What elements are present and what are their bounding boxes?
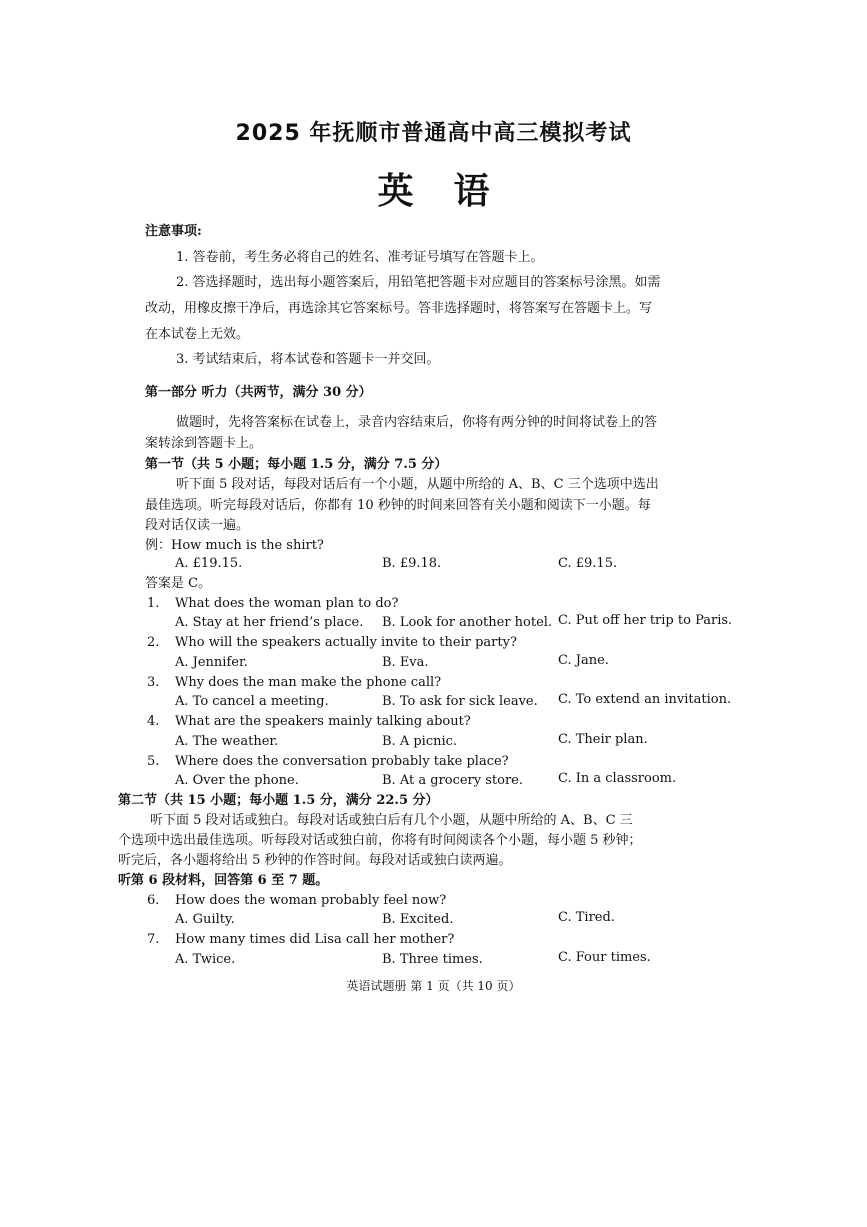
option-b: B. A picnic.	[382, 734, 458, 749]
question-text: How does the woman probably feel now?	[175, 893, 447, 908]
question-text: What are the speakers mainly talking about?	[175, 714, 471, 729]
question-text: What does the woman plan to do?	[175, 596, 399, 611]
option-b: B. Eva.	[382, 655, 429, 670]
example-option-c: C. £9.15.	[558, 556, 618, 571]
question-number: 7.	[147, 932, 160, 947]
option-b: B. At a grocery store.	[382, 773, 524, 788]
question-number: 5.	[147, 754, 160, 769]
example-option-b: B. £9.18.	[382, 556, 442, 571]
question-number: 4.	[147, 714, 160, 729]
part-1-intro-line-2: 案转涂到答题卡上。	[145, 436, 263, 451]
option-a: A. Stay at her friend’s place.	[175, 615, 364, 630]
option-c: C. In a classroom.	[558, 771, 677, 786]
notice-item-2-line-1: 2. 答选择题时，选出每小题答案后，用铅笔把答题卡对应题目的答案标号涂黑。如需	[176, 275, 661, 290]
question-text: How many times did Lisa call her mother?	[175, 932, 455, 947]
notice-item-3: 3. 考试结束后，将本试卷和答题卡一并交回。	[176, 352, 440, 367]
option-b: B. To ask for sick leave.	[382, 694, 538, 709]
option-a: A. Guilty.	[175, 912, 235, 927]
question-number: 1.	[147, 596, 160, 611]
question-text: Why does the man make the phone call?	[175, 675, 442, 690]
option-c: C. Their plan.	[558, 732, 648, 747]
question-number: 3.	[147, 675, 160, 690]
question-number: 2.	[147, 635, 160, 650]
part-1-intro-line-1: 做题时，先将答案标在试卷上，录音内容结束后，你将有两分钟的时间将试卷上的答	[176, 415, 658, 430]
option-b: B. Look for another hotel.	[382, 615, 553, 630]
option-b: B. Excited.	[382, 912, 454, 927]
option-a: A. The weather.	[175, 734, 279, 749]
notice-item-1: 1. 答卷前，考生务必将自己的姓名、准考证号填写在答题卡上。	[176, 250, 544, 265]
section-2-intro-line-1: 听下面 5 段对话或独白。每段对话或独白后有几个小题，从题中所给的 A、B、C 三	[150, 813, 633, 828]
option-c: C. Put off her trip to Paris.	[558, 613, 733, 628]
example-question: 例：How much is the shirt?	[145, 538, 324, 553]
material-6-heading: 听第 6 段材料，回答第 6 至 7 题。	[118, 873, 329, 888]
section-1-heading: 第一节（共 5 小题；每小题 1.5 分，满分 7.5 分）	[145, 457, 448, 472]
notice-heading: 注意事项:	[145, 224, 202, 239]
section-2-intro-line-2: 个选项中选出最佳选项。听每段对话或独白前，你将有时间阅读各个小题，每小题 5 秒钟；	[118, 833, 642, 848]
question-number: 6.	[147, 893, 160, 908]
subject-title: 英语	[377, 171, 530, 212]
option-c: C. Four times.	[558, 950, 651, 965]
page-footer: 英语试题册 第 1 页（共 10 页）	[346, 979, 521, 993]
notice-item-2-line-3: 在本试卷上无效。	[145, 327, 250, 342]
example-option-a: A. £19.15.	[175, 556, 243, 571]
section-2-heading: 第二节（共 15 小题；每小题 1.5 分，满分 22.5 分）	[118, 793, 439, 808]
option-a: A. Jennifer.	[175, 655, 248, 670]
option-c: C. Tired.	[558, 910, 615, 925]
question-text: Where does the conversation probably take place?	[175, 754, 509, 769]
section-2-intro-line-3: 听完后，各小题将给出 5 秒钟的作答时间。每段对话或独白读两遍。	[118, 853, 512, 868]
option-a: A. Twice.	[175, 952, 236, 967]
exam-title: 2025 年抚顺市普通高中高三模拟考试	[235, 121, 632, 146]
option-b: B. Three times.	[382, 952, 483, 967]
section-1-intro-line-2: 最佳选项。听完每段对话后，你都有 10 秒钟的时间来回答有关小题和阅读下一小题。每	[145, 498, 651, 513]
section-1-intro-line-1: 听下面 5 段对话，每段对话后有一个小题，从题中所给的 A、B、C 三个选项中选出	[176, 477, 659, 492]
example-answer: 答案是 C。	[145, 576, 212, 591]
section-1-intro-line-3: 段对话仅读一遍。	[145, 518, 250, 533]
option-a: A. To cancel a meeting.	[175, 694, 329, 709]
option-c: C. To extend an invitation.	[558, 692, 732, 707]
notice-item-2-line-2: 改动，用橡皮擦干净后，再选涂其它答案标号。答非选择题时，将答案写在答题卡上。写	[145, 301, 653, 316]
option-a: A. Over the phone.	[175, 773, 299, 788]
question-text: Who will the speakers actually invite to their party?	[175, 635, 517, 650]
option-c: C. Jane.	[558, 653, 609, 668]
part-1-heading: 第一部分 听力（共两节，满分 30 分）	[145, 385, 372, 400]
